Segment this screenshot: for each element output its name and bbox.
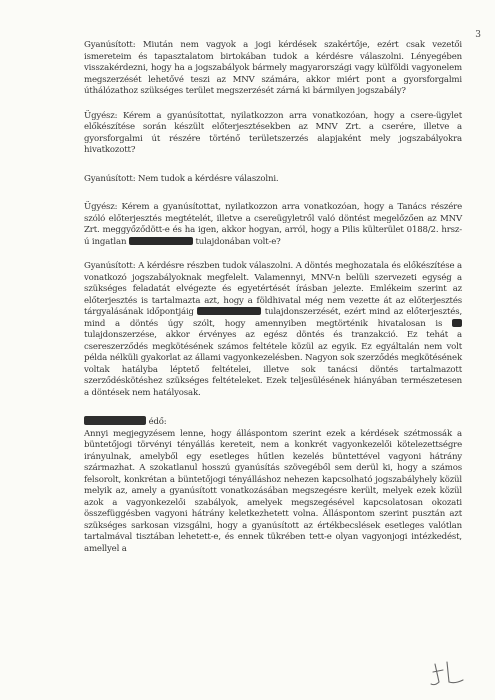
paragraph-prosecutor-question-1: Ügyész: Kérem a gyanúsítottat, nyilatkozzon arra vonatkozóan, hogy a csere-ügylet előkészítése során készült előterjesztésekben az MNV Zrt. a cserére, illetve a gyorsforgalmi út részére történő területszerzés alapjaként mely jogszabályokra hivatkozott? xyxy=(84,110,462,155)
paragraph-text: Ügyész: Kérem a gyanúsítottat, nyilatkozzon arra vonatkozóan, hogy a Tanács részére szóló előterjesztés megtételét, illetve a csereügyletről való döntést megelőzően az MNV Zrt. meggyőződött-e és ha igen, akkor hogyan, arról, hogy a Pilis külterület 0188/2. hrsz-ú ingatlan xyxy=(84,202,462,247)
paragraph-text: tulajdonszerzése, akkor érvényes az egész döntés és tranzakció. Ez tehát a csereszerződés megkötésének számos feltétele közül az egyik. Ez egyáltalán nem volt példa nélküli gyakorlat az állami vagyonkezelésben. Nagyon sok szerződés megkötésének voltak hatályba léptető feltételei, illetve sok tanácsi döntés tartalmazott szerződéskötéshez szükséges feltételeket. Ezek teljesülésének hiányában természetesen a döntések nem hatályosak. xyxy=(84,330,462,398)
redaction-mark xyxy=(197,307,261,315)
paragraph-text: Gyanúsított: A kérdésre részben tudok válaszolni. A döntés meghozatala és előkészítése a vonatkozó jogszabályoknak megfelelt. Valamennyi, MNV-n belüli szervezeti egység a szükséges feladatát elvégezte és egyetértését írásban jelezte. Emlékeim szerint az előterjesztés is tartalmazta azt, hogy a földhivatal még nem vezette át az előterjesztés tárgyalásának időpontjáig xyxy=(84,261,462,317)
paragraph-text: tulajdonában volt-e? xyxy=(195,236,281,247)
redaction-mark xyxy=(129,237,193,245)
paragraph-suspect-answer-1: Gyanúsított: Miután nem vagyok a jogi kérdések szakértője, ezért csak vezetői ismereteim és tapasztalatom birtokában tudok a kérdésre válaszolni. Lényegében visszakérdezni, hogy ha a jogszabályok bármely magyarországi vagy külföldi vagyonelem megszerzését lehetővé teszi az MNV számára, akkor miért pont a gyorsforgalmi úthálózathoz szükséges terület megszerzését zárná ki bármilyen jogszabály? xyxy=(84,40,462,96)
paragraph-suspect-answer-2: Gyanúsított: Nem tudok a kérdésre válaszolni. xyxy=(84,173,279,184)
paragraph-prosecutor-question-2 xyxy=(84,202,462,248)
page-number: 3 xyxy=(475,30,481,40)
redacted-speaker-name xyxy=(84,416,146,425)
speaker-suffix: édő: xyxy=(148,417,167,427)
redaction-mark xyxy=(452,319,462,327)
handwritten-signature xyxy=(429,658,475,688)
paragraph-text: tulajdonszerzését, ezért mind az előterjesztés, mind a döntés úgy szólt, hogy amennyiben megtörténik hivatalosan is xyxy=(84,307,463,329)
paragraph-defense-counsel xyxy=(84,416,462,555)
paragraph-text: Annyi megjegyzésem lenne, hogy álláspontom szerint ezek a kérdések szétmossák a büntetőjogi törvényi tényállás kereteit, nem a konkrét vagyonkezelői kötelezettségre irányulnak, amelyből egy esetleges hűtlen kezelés büntettével vagyoni hátrány származhat. A szokatlanul hosszú gyanúsítás szövegéből sem derül ki, hogy a számos felsorolt, konkrétan a büntetőjogi tényálláshoz nehezen kapcsolható jogszabályhely közül melyik az, amely a gyanúsított vonatkozásában megszegésre került, melyek ezek közül azok a vagyonkezelői szabályok, amelyek megszegésével kapcsolatosan okozati összefüggésben vagyoni hátrány keletkezhetett volna. Álláspontom szerint pusztán azt szükséges sarkosan vizsgálni, hogy a gyanúsított az értékbecslések esetleges valótlan tartalmával tisztában lehetett-e, és ennek tükrében tett-e olyan vagyonjogi intézkedést, amellyel a xyxy=(84,428,462,554)
document-body xyxy=(84,40,462,568)
paragraph-suspect-answer-3 xyxy=(84,261,462,399)
